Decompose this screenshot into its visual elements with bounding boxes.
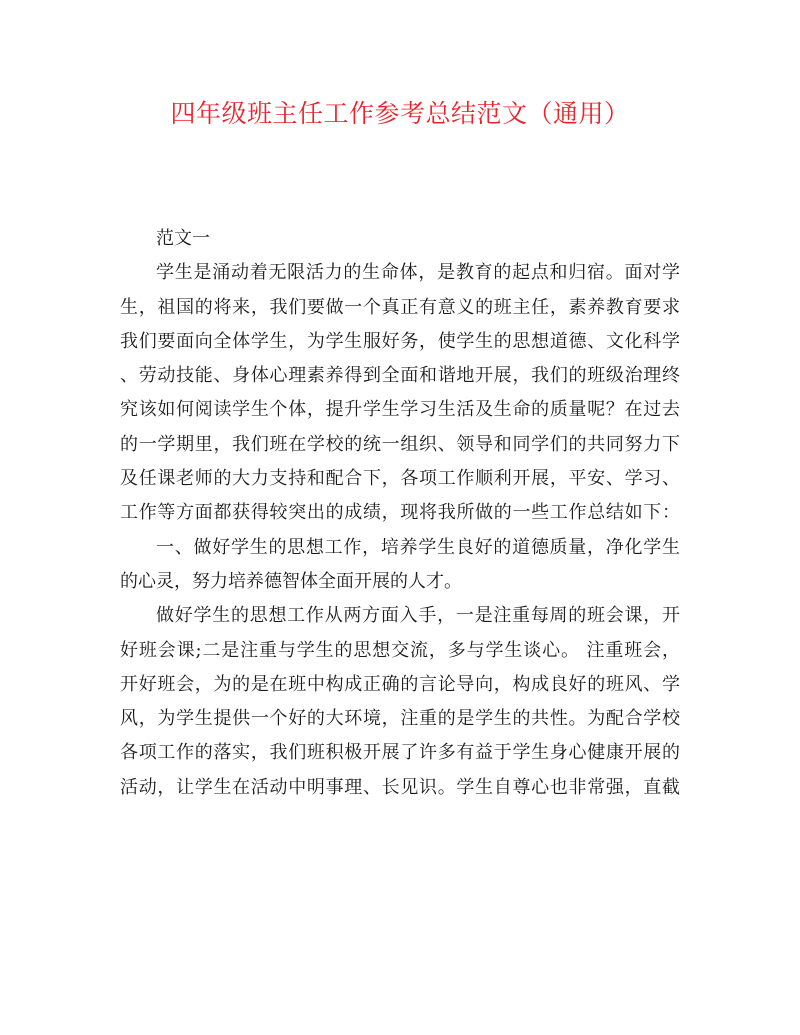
paragraph-line: 做好学生的思想工作从两方面入手，一是注重每周的班会课，开 [156,605,680,627]
paragraph-line: 范文一 [156,228,210,249]
paragraph-line: 开好班会，为的是在班中构成正确的言论导向，构成良好的班风、学 [120,673,680,695]
paragraph-line: 究该如何阅读学生个体，提升学生学习生活及生命的质量呢？在过去 [120,399,680,421]
paragraph-line: 各项工作的落实，我们班积极开展了许多有益于学生身心健康开展的 [120,742,680,764]
document-title: 四年级班主任工作参考总结范文（通用） [170,99,630,128]
paragraph-line: 、劳动技能、身体心理素养得到全面和谐地开展，我们的班级治理终 [120,365,680,387]
paragraph-line: 风，为学生提供一个好的大环境，注重的是学生的共性。为配合学校 [120,708,680,730]
paragraph-line: 好班会课;二是注重与学生的思想交流，多与学生谈心。 注重班会， [120,639,680,661]
paragraph-line: 及任课老师的大力支持和配合下，各项工作顺利开展，平安、学习、 [120,468,680,490]
paragraph-line: 我们要面向全体学生，为学生服好务，使学生的思想道德、文化科学 [120,330,680,352]
paragraph-line: 活动，让学生在活动中明事理、长见识。学生自尊心也非常强，直截 [120,776,680,798]
paragraph-line: 一、做好学生的思想工作，培养学生良好的道德质量，净化学生 [156,536,680,558]
paragraph-line: 的心灵，努力培养德智体全面开展的人才。 [120,570,462,592]
paragraph-line: 的一学期里，我们班在学校的统一组织、领导和同学们的共同努力下 [120,433,680,455]
paragraph-line: 工作等方面都获得较突出的成绩，现将我所做的一些工作总结如下： [120,502,680,524]
paragraph-line: 生，祖国的将来，我们要做一个真正有意义的班主任，素养教育要求 [120,296,680,318]
document-body [120,222,680,805]
paragraph-line: 学生是涌动着无限活力的生命体，是教育的起点和归宿。面对学 [156,262,680,284]
